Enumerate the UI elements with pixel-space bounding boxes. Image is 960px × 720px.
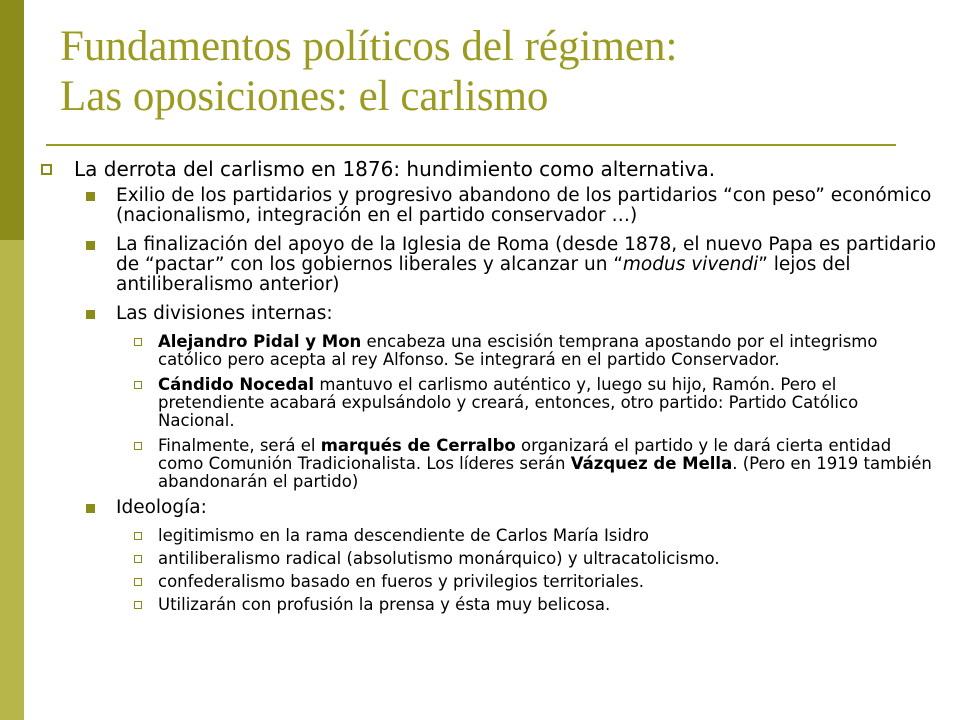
subbullet-ideologia-3: confederalismo basado en fueros y privilegios territoriales.	[36, 573, 940, 591]
filled-square-bullet-icon	[86, 192, 95, 201]
slide-body	[36, 156, 940, 619]
filled-square-bullet-icon	[86, 241, 95, 250]
bullet-divisiones: Las divisiones internas:	[36, 304, 940, 324]
hollow-square-bullet-icon	[134, 381, 142, 389]
subbullet-nocedal: Cándido Nocedal mantuvo el carlismo auténtico y, luego su hijo, Ramón. Pero el pretendiente acabará expulsándolo y creará, entonces, otro partido: Partido Católico Nacional.	[36, 376, 940, 430]
bullet-iglesia: La finalización del apoyo de la Iglesia de Roma (desde 1878, el nuevo Papa es partidario de “pactar” con los gobiernos liberales y alcanzar un “modus vivendi” lejos del antiliberalismo anterior)	[36, 235, 940, 295]
name-nocedal: Cándido Nocedal	[158, 375, 315, 394]
subbullet-cerralbo: Finalmente, será el marqués de Cerralbo organizará el partido y le dará cierta entidad como Comunión Tradicionalista. Los líderes serán Vázquez de Mella. (Pero en 1919 también abandonarán el partido)	[36, 437, 940, 491]
bullet-main: La derrota del carlismo en 1876: hundimiento como alternativa.	[36, 156, 940, 182]
sidebar-accent-dark	[0, 0, 24, 240]
hollow-square-bullet-icon	[134, 338, 142, 346]
name-cerralbo: marqués de Cerralbo	[320, 436, 516, 455]
hollow-square-bullet-icon	[134, 442, 142, 450]
hollow-square-bullet-icon	[134, 532, 142, 540]
subbullet-ideologia-4: Utilizarán con profusión la prensa y ésta muy belicosa.	[36, 596, 940, 614]
subbullet-ideologia-2: antiliberalismo radical (absolutismo monárquico) y ultracatolicismo.	[36, 550, 940, 568]
hollow-square-bullet-icon	[134, 555, 142, 563]
subbullet-ideologia-1: legitimismo en la rama descendiente de Carlos María Isidro	[36, 527, 940, 545]
modus-vivendi-term: modus vivendi	[622, 254, 759, 275]
filled-square-bullet-icon	[86, 504, 95, 513]
subbullet-pidal: Alejandro Pidal y Mon encabeza una escisión temprana apostando por el integrismo católico pero acepta al rey Alfonso. Se integrará en el partido Conservador.	[36, 333, 940, 369]
hollow-square-bullet-icon	[134, 578, 142, 586]
hollow-square-bullet-icon	[134, 601, 142, 609]
bullet-exilio: Exilio de los partidarios y progresivo abandono de los partidarios “con peso” económico (nacionalismo, integración en el partido conservador …)	[36, 186, 940, 226]
filled-square-bullet-icon	[86, 310, 95, 319]
slide-title	[60, 22, 940, 122]
bullet-ideologia: Ideología:	[36, 498, 940, 518]
title-line-2: Las oposiciones: el carlismo	[60, 73, 549, 120]
title-underline	[46, 144, 896, 146]
hollow-square-bullet-icon	[41, 164, 52, 175]
title-line-1: Fundamentos políticos del régimen:	[60, 23, 678, 70]
sidebar-accent-light	[0, 240, 24, 720]
name-pidal: Alejandro Pidal y Mon	[158, 332, 362, 351]
name-mella: Vázquez de Mella	[570, 454, 733, 473]
